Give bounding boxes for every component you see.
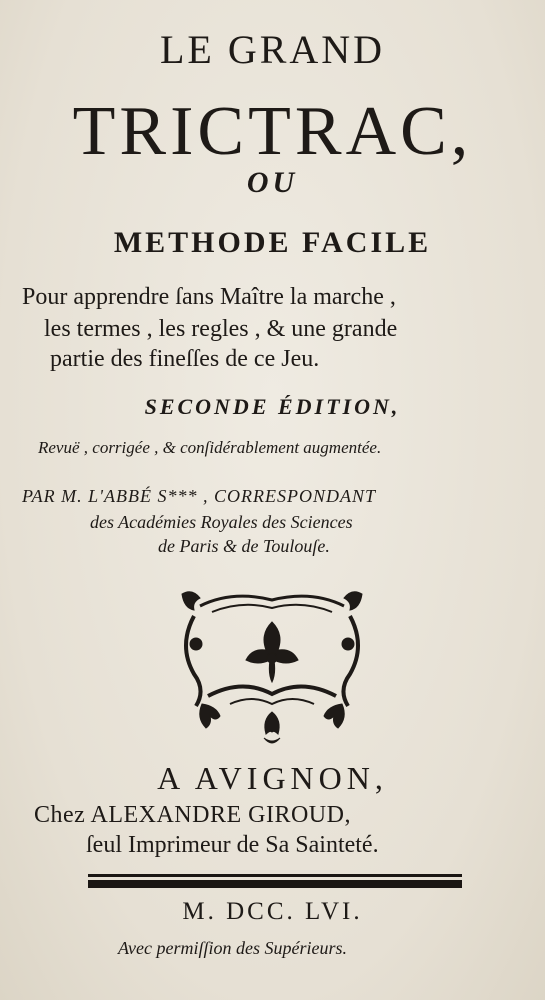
rule-thick <box>88 880 462 888</box>
author-line-1: PAR M. L'ABBÉ S*** , CORRESPONDANT <box>22 486 377 506</box>
imprint-printer: Chez ALEXANDRE GIROUD, <box>34 802 351 828</box>
purpose-line-2: les termes , les regles , & une grande <box>44 316 398 342</box>
subtitle: METHODE FACILE <box>113 226 432 259</box>
permission-note: Avec permiſſion des Supérieurs. <box>118 938 347 958</box>
imprint-city: A AVIGNON, <box>157 760 388 796</box>
imprint-printer-role: ſeul Imprimeur de Sa Sainteté. <box>86 832 379 858</box>
title-line-2: TRICTRAC, <box>72 93 473 170</box>
printers-ornament-icon <box>172 586 372 750</box>
author-line-3: de Paris & de Toulouſe. <box>158 536 330 556</box>
title-conjunction: OU <box>246 166 299 199</box>
title-line-1: LE GRAND <box>159 27 386 72</box>
author-line-2: des Académies Royales des Sciences <box>90 512 353 532</box>
publication-year: M. DCC. LVI. <box>182 898 363 925</box>
rule-thin <box>88 874 462 877</box>
purpose-line-1: Pour apprendre ſans Maître la marche , <box>22 284 396 310</box>
revision-statement: Revuë , corrigée , & conſidérablement augmentée. <box>38 438 382 457</box>
edition-statement: SECONDE ÉDITION, <box>144 394 401 419</box>
purpose-line-3: partie des fineſſes de ce Jeu. <box>50 346 320 372</box>
